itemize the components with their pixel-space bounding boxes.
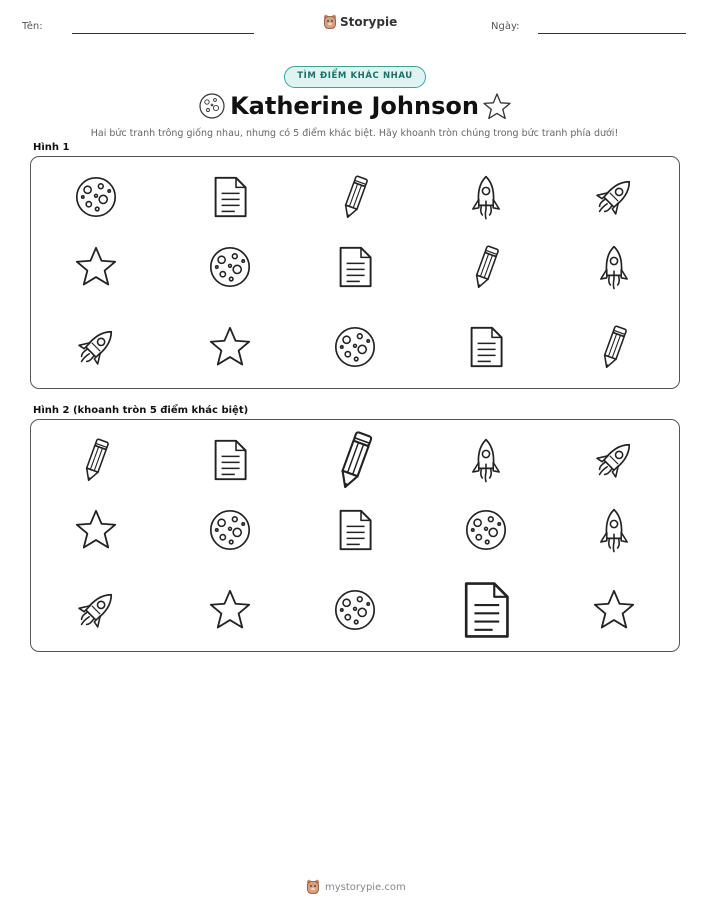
rocket-icon[interactable] <box>590 243 638 291</box>
instructions: Hai bức tranh trông giống nhau, nhưng có 5 điểm khác biệt. Hãy khoanh tròn chúng trong bức tranh phía dưới! <box>90 128 619 139</box>
rocket-tilted-icon[interactable] <box>72 323 120 371</box>
pencil-icon[interactable] <box>323 428 387 492</box>
pencil-icon[interactable] <box>72 436 120 484</box>
rocket-icon[interactable] <box>462 173 510 221</box>
storypie-logo <box>323 14 397 30</box>
rocket-icon[interactable] <box>590 506 638 554</box>
document-icon[interactable] <box>206 436 254 484</box>
brand-name: Storypie <box>340 15 398 29</box>
picture-2[interactable] <box>30 419 680 652</box>
name-field[interactable] <box>72 33 254 34</box>
date-label: Ngày: <box>491 21 520 32</box>
rocket-tilted-icon[interactable] <box>590 173 638 221</box>
date-field[interactable] <box>538 33 686 34</box>
star-icon <box>482 92 512 120</box>
moon-icon[interactable] <box>331 323 379 371</box>
pencil-icon[interactable] <box>590 323 638 371</box>
footer <box>306 879 406 895</box>
star-icon[interactable] <box>590 586 638 634</box>
moon-icon[interactable] <box>462 506 510 554</box>
document-icon[interactable] <box>453 577 519 643</box>
star-icon[interactable] <box>206 586 254 634</box>
footer-url: mystorypie.com <box>325 881 406 893</box>
bear-mascot-icon <box>306 879 320 895</box>
rocket-tilted-icon[interactable] <box>590 436 638 484</box>
star-icon[interactable] <box>72 506 120 554</box>
moon-icon[interactable] <box>72 173 120 221</box>
moon-icon[interactable] <box>206 243 254 291</box>
name-label: Tên: <box>22 21 43 32</box>
moon-icon[interactable] <box>331 586 379 634</box>
document-icon[interactable] <box>462 323 510 371</box>
rocket-icon[interactable] <box>462 436 510 484</box>
panel-2-label: Hình 2 (khoanh tròn 5 điểm khác biệt) <box>33 405 249 416</box>
activity-badge: TÌM ĐIỂM KHÁC NHAU <box>284 66 426 88</box>
star-icon[interactable] <box>206 323 254 371</box>
pencil-icon[interactable] <box>462 243 510 291</box>
rocket-tilted-icon[interactable] <box>72 586 120 634</box>
pencil-icon[interactable] <box>331 173 379 221</box>
bear-mascot-icon <box>323 14 337 30</box>
document-icon[interactable] <box>206 173 254 221</box>
star-icon[interactable] <box>72 243 120 291</box>
panel-1-label: Hình 1 <box>33 142 70 153</box>
document-icon[interactable] <box>331 243 379 291</box>
page-title: Katherine Johnson <box>230 92 479 120</box>
picture-1[interactable] <box>30 156 680 389</box>
document-icon[interactable] <box>331 506 379 554</box>
moon-icon[interactable] <box>206 506 254 554</box>
